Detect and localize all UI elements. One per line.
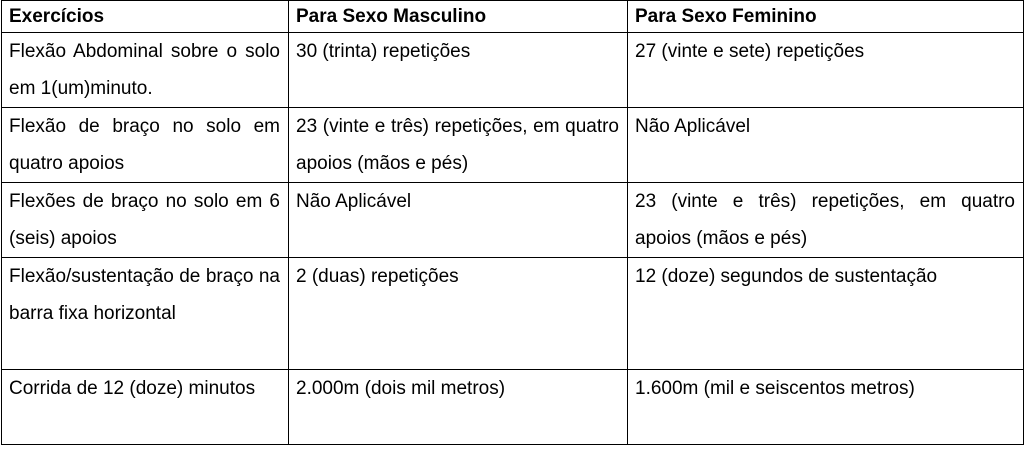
exercise-requirements-table: [1, 0, 1024, 445]
exercise-cell: Flexão de braço no solo em quatro apoios: [2, 108, 289, 183]
male-requirement-cell: 2.000m (dois mil metros): [289, 370, 628, 445]
table-row: [2, 33, 1024, 108]
male-requirement-cell: Não Aplicável: [289, 183, 628, 258]
header-row: [2, 1, 1024, 33]
table-row: [2, 258, 1024, 370]
male-requirement-cell: 30 (trinta) repetições: [289, 33, 628, 108]
exercise-cell: Corrida de 12 (doze) minutos: [2, 370, 289, 445]
female-requirement-cell: 12 (doze) segundos de sustentação: [628, 258, 1024, 370]
table-row: [2, 183, 1024, 258]
header-male: Para Sexo Masculino: [289, 1, 628, 33]
exercise-cell: Flexão Abdominal sobre o solo em 1(um)minuto.: [2, 33, 289, 108]
header-female: Para Sexo Feminino: [628, 1, 1024, 33]
female-requirement-cell: 23 (vinte e três) repetições, em quatro apoios (mãos e pés): [628, 183, 1024, 258]
exercise-cell: Flexões de braço no solo em 6 (seis) apoios: [2, 183, 289, 258]
female-requirement-cell: 27 (vinte e sete) repetições: [628, 33, 1024, 108]
male-requirement-cell: 23 (vinte e três) repetições, em quatro apoios (mãos e pés): [289, 108, 628, 183]
table-row: [2, 108, 1024, 183]
male-requirement-cell: 2 (duas) repetições: [289, 258, 628, 370]
female-requirement-cell: 1.600m (mil e seiscentos metros): [628, 370, 1024, 445]
header-exercises: Exercícios: [2, 1, 289, 33]
table-body: [2, 33, 1024, 445]
exercise-cell: Flexão/sustentação de braço na barra fixa horizontal: [2, 258, 289, 370]
table-row: [2, 370, 1024, 445]
female-requirement-cell: Não Aplicável: [628, 108, 1024, 183]
table-header: [2, 1, 1024, 33]
